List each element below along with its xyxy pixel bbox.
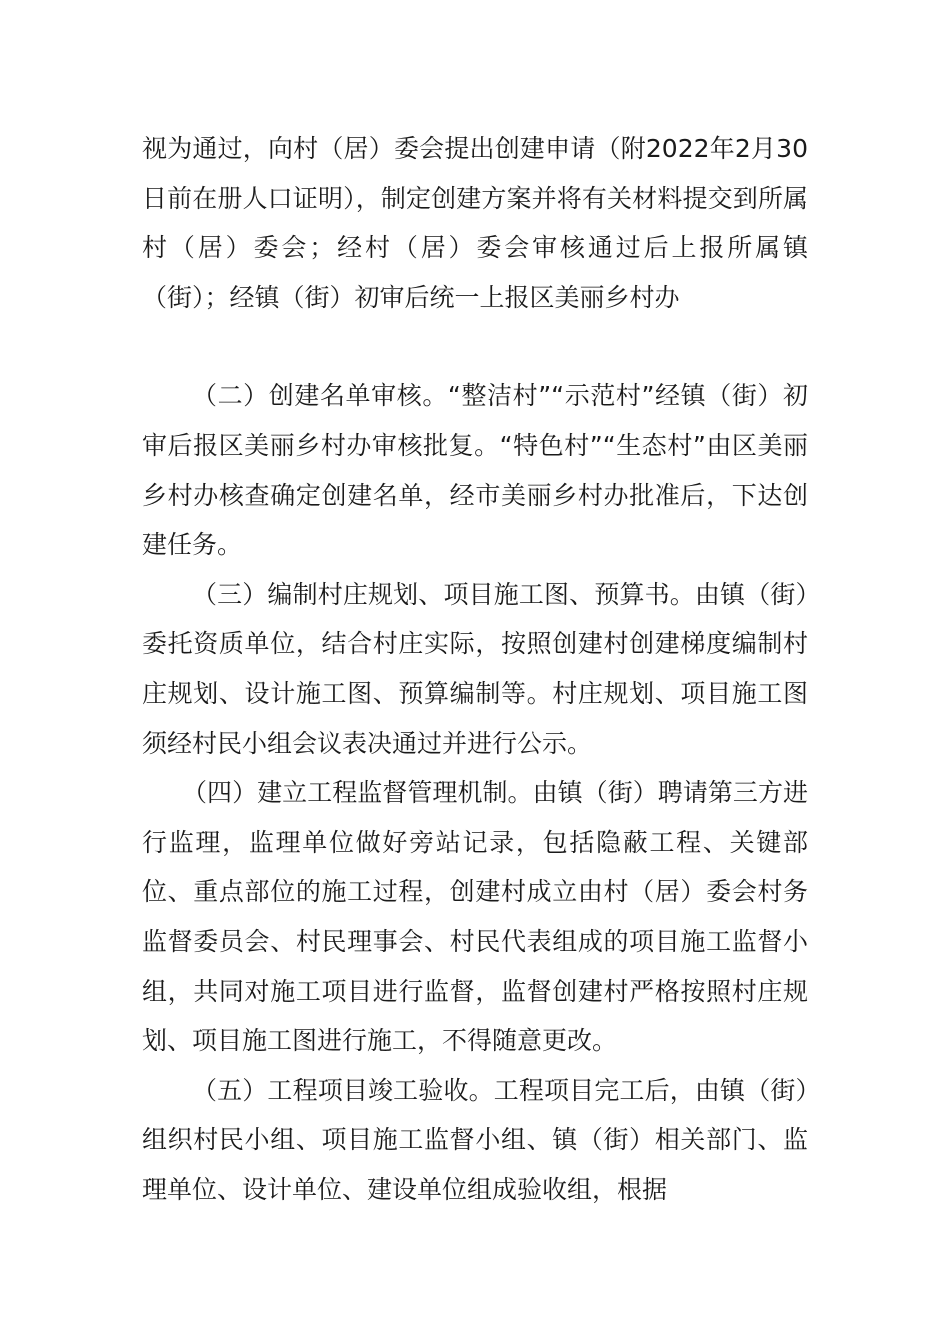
paragraph-application: 视为通过，向村（居）委会提出创建申请（附2022年2月30日前在册人口证明），制定创建方案并将有关材料提交到所属村（居）委会；经村（居）委会审核通过后上报所属镇（街）；经镇（街）初审后统一上报区美丽乡村办 [142, 134, 808, 312]
paragraph-planning: （三）编制村庄规划、项目施工图、预算书。由镇（街）委托资质单位，结合村庄实际，按照创建村创建梯度编制村庄规划、设计施工图、预算编制等。村庄规划、项目施工图须经村民小组会议表决通过并进行公示。 [142, 579, 808, 758]
paragraph-acceptance: （五）工程项目竣工验收。工程项目完工后，由镇（街）组织村民小组、项目施工监督小组、镇（街）相关部门、监理单位、设计单位、建设单位组成验收组，根据 [142, 1075, 808, 1204]
document-body [142, 124, 808, 1214]
paragraph-list-review: （二）创建名单审核。“整洁村”“示范村”经镇（街）初审后报区美丽乡村办审核批复。“特色村”“生态村”由区美丽乡村办核查确定创建名单，经市美丽乡村办批准后，下达创建任务。 [142, 381, 808, 560]
paragraph-supervision: （四）建立工程监督管理机制。由镇（街）聘请第三方进行监理，监理单位做好旁站记录，包括隐蔽工程、关键部位、重点部位的施工过程，创建村成立由村（居）委会村务监督委员会、村民理事会、村民代表组成的项目施工监督小组，共同对施工项目进行监督，监督创建村严格按照村庄规划、项目施工图进行施工，不得随意更改。 [142, 778, 808, 1056]
